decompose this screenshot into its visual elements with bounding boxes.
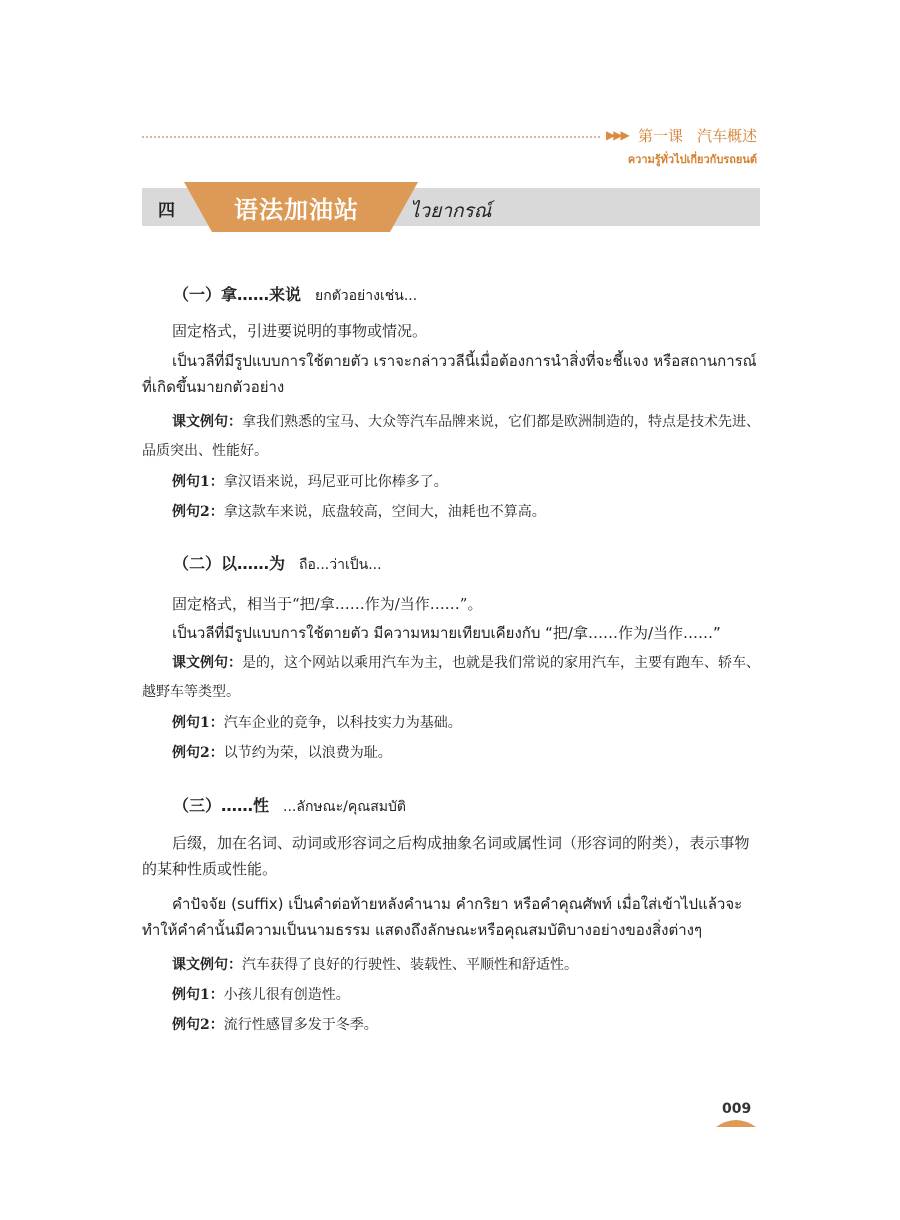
example-1-label: 例句1： — [172, 715, 224, 731]
text-example-label: 课文例句： — [172, 655, 242, 671]
grammar-heading-3-thai: ...ลักษณะ/คุณสมบัติ — [283, 799, 406, 815]
example-1-sentence: 汽车企业的竞争，以科技实力为基础。 — [223, 715, 462, 731]
grammar-3-text-example — [142, 951, 760, 980]
lesson-label: 第一课 — [638, 127, 684, 145]
lesson-subtitle: 汽车概述 — [697, 127, 758, 145]
grammar-2-explanation-zh — [142, 591, 760, 617]
grammar-1-example-1 — [142, 468, 760, 497]
grammar-1-example-2 — [142, 498, 760, 527]
header-dotted-rule — [142, 136, 600, 138]
grammar-1-explanation-th — [142, 348, 760, 400]
grammar-heading-2-thai: ถือ...ว่าเป็น... — [299, 557, 382, 573]
grammar-heading-1-text: （一）拿……来说 — [173, 285, 302, 304]
example-2-sentence: 流行性感冒多发于冬季。 — [223, 1017, 378, 1033]
grammar-3-explanation-th — [142, 891, 760, 943]
grammar-heading-1-thai: ยกตัวอย่างเช่น... — [315, 288, 418, 304]
grammar-2-explanation-th-text: เป็นวลีที่มีรูปแบบการใช้ตายตัว มีความหมายเทียบเคียงกับ “把/拿……作为/当作……” — [172, 624, 721, 642]
grammar-heading-2 — [173, 551, 382, 576]
grammar-3-example-1 — [142, 981, 760, 1010]
example-2-label: 例句2： — [172, 1017, 224, 1033]
grammar-heading-1 — [173, 282, 417, 307]
grammar-2-example-2 — [142, 739, 760, 768]
lesson-title — [638, 125, 757, 146]
grammar-2-explanation-zh-text: 固定格式，相当于“把/拿……作为/当作……”。 — [172, 595, 483, 613]
grammar-1-explanation-zh-text: 固定格式，引进要说明的事物或情况。 — [172, 322, 428, 340]
text-example-sentence: 汽车获得了良好的行驶性、装载性、平顺性和舒适性。 — [242, 957, 578, 973]
page-number: 009 — [722, 1101, 752, 1117]
grammar-1-text-example — [142, 408, 760, 466]
grammar-3-explanation-zh — [142, 830, 760, 882]
example-2-sentence: 拿这款车来说，底盘较高，空间大，油耗也不算高。 — [223, 504, 546, 520]
example-2-label: 例句2： — [172, 745, 224, 761]
grammar-heading-3 — [173, 793, 406, 818]
section-title: 语法加油站 — [234, 195, 359, 224]
grammar-1-explanation-zh — [142, 318, 760, 344]
grammar-heading-2-text: （二）以……为 — [173, 554, 286, 573]
example-2-label: 例句2： — [172, 504, 224, 520]
text-example-sentence: 是的，这个网站以乘用汽车为主，也就是我们常说的家用汽车，主要有跑车、轿车、越野车等类型。 — [142, 655, 760, 700]
triple-arrow-icon: ▶▶▶ — [606, 128, 628, 142]
grammar-2-explanation-th — [142, 620, 760, 646]
lesson-title-thai: ความรู้ทั่วไปเกี่ยวกับรถยนต์ — [627, 153, 757, 166]
grammar-2-text-example — [142, 649, 760, 707]
example-1-sentence: 拿汉语来说，玛尼亚可比你棒多了。 — [223, 474, 448, 490]
text-example-sentence: 拿我们熟悉的宝马、大众等汽车品牌来说，它们都是欧洲制造的，特点是技术先进、品质突出、性能好。 — [142, 414, 760, 459]
grammar-3-explanation-zh-text: 后缀，加在名词、动词或形容词之后构成抽象名词或属性词（形容词的附类），表示事物的某种性质或性能。 — [142, 834, 750, 878]
grammar-3-explanation-th-text: คำปัจจัย (suffix) เป็นคำต่อท้ายหลังคำนาม คำกริยา หรือคำคุณศัพท์ เมื่อใส่เข้าไปแล้วจะทำให้คำคำนั้นมีความเป็นนามธรรม แสดงถึงลักษณะหรือคุณสมบัติบางอย่างของสิ่งต่างๆ — [142, 895, 743, 939]
example-1-label: 例句1： — [172, 474, 224, 490]
example-1-label: 例句1： — [172, 987, 224, 1003]
page-number-arc — [716, 1115, 756, 1127]
grammar-heading-3-text: （三）……性 — [173, 796, 270, 815]
section-title-thai: ไวยากรณ์ — [410, 200, 492, 222]
grammar-1-explanation-th-text: เป็นวลีที่มีรูปแบบการใช้ตายตัว เราจะกล่าววลีนี้เมื่อต้องการนำสิ่งที่จะชี้แจง หรือสถานการณ์ที่เกิดขึ้นมายกตัวอย่าง — [142, 352, 757, 396]
example-1-sentence: 小孩儿很有创造性。 — [223, 987, 350, 1003]
text-example-label: 课文例句： — [172, 414, 242, 430]
text-example-label: 课文例句： — [172, 957, 242, 973]
example-2-sentence: 以节约为荣，以浪费为耻。 — [223, 745, 392, 761]
grammar-2-example-1 — [142, 709, 760, 738]
section-number: 四 — [158, 201, 175, 221]
grammar-3-example-2 — [142, 1011, 760, 1040]
